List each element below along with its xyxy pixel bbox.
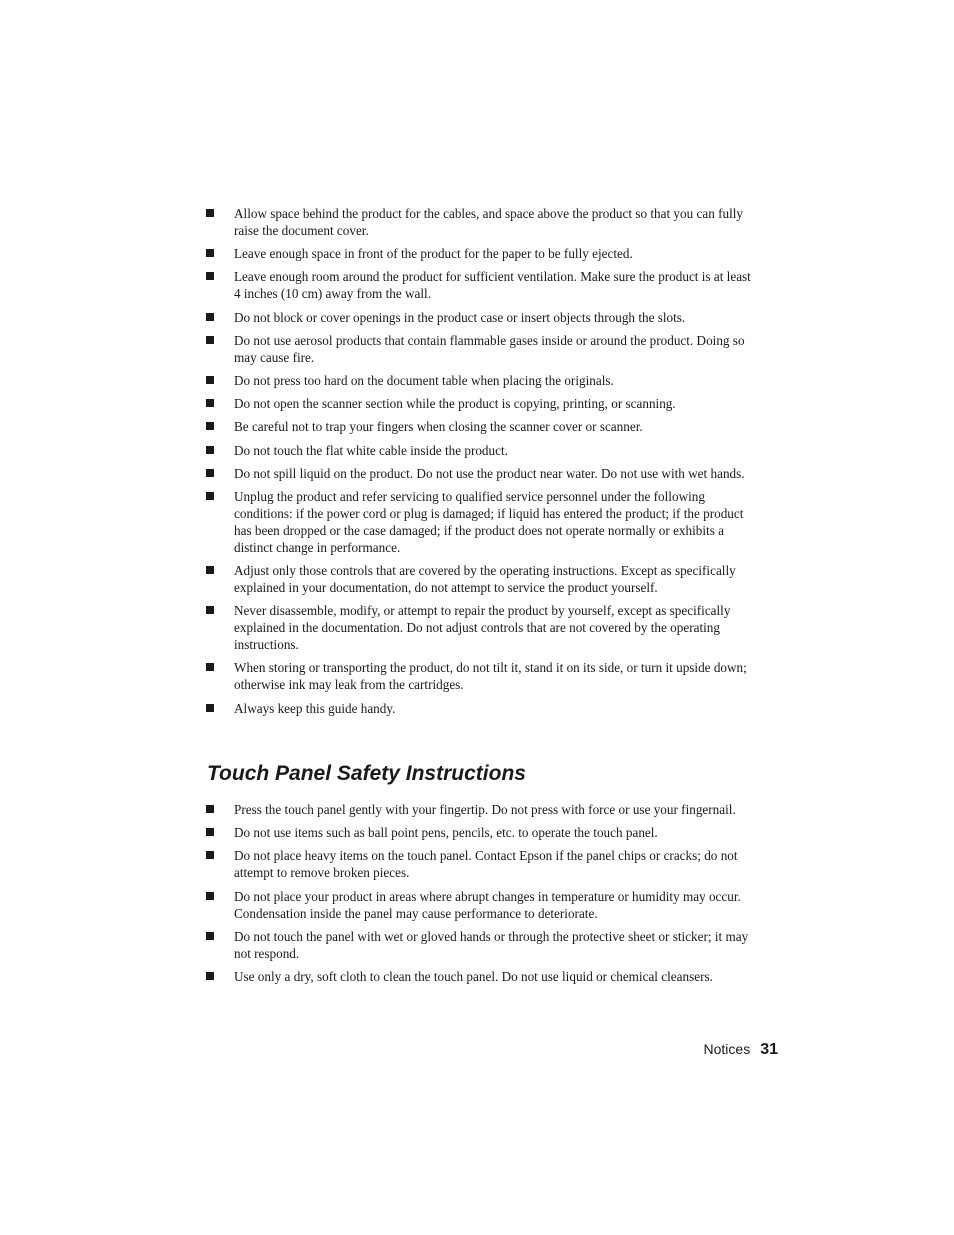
list-item-text: Do not open the scanner section while the product is copying, printing, or scanning. [234,396,676,412]
list-item-text: Do not press too hard on the document table when placing the originals. [234,372,614,388]
footer-section-name: Notices [703,1041,751,1057]
list-item-text: Do not use aerosol products that contain flammable gases inside or around the product. Doing so may cause fire. [234,332,745,365]
list-item [205,602,755,653]
bullet-square-icon [206,972,214,980]
list-item [205,268,755,302]
list-item [205,332,755,366]
list-item-text: Be careful not to trap your fingers when closing the scanner cover or scanner. [234,419,643,435]
bullet-square-icon [206,469,214,477]
bullet-square-icon [206,851,214,859]
bullet-square-icon [206,606,214,614]
list-item-text: Do not touch the panel with wet or gloved hands or through the protective sheet or sticker; it may not respond. [234,928,749,961]
list-item-text: Do not spill liquid on the product. Do not use the product near water. Do not use with wet hands. [234,465,745,481]
list-item-text: Always keep this guide handy. [234,700,396,716]
page-footer [704,1041,778,1059]
bullet-square-icon [206,805,214,813]
list-item [205,801,755,818]
list-item-text: Adjust only those controls that are covered by the operating instructions. Except as specifically explained in your documentation, do not attempt to service the product yourself. [234,563,736,596]
bullet-square-icon [206,663,214,671]
list-item [205,465,755,482]
list-item [205,442,755,459]
section-heading: Touch Panel Safety Instructions [207,762,526,785]
list-item [205,659,755,693]
touch-panel-list [205,801,755,991]
list-item [205,562,755,596]
list-item [205,847,755,881]
list-item [205,245,755,262]
list-item-text: Allow space behind the product for the cables, and space above the product so that you can fully raise the document cover. [234,206,744,238]
bullet-square-icon [206,249,214,257]
list-item-text: When storing or transporting the product, do not tilt it, stand it on its side, or turn it upside down; otherwise ink may leak from the cartridges. [234,660,747,693]
list-item-text: Press the touch panel gently with your fingertip. Do not press with force or use your fingernail. [234,802,736,817]
list-item-text: Never disassemble, modify, or attempt to repair the product by yourself, except as specifically explained in the documentation. Do not adjust controls that are not covered by the operating instructions. [234,603,731,653]
safety-list [205,205,755,723]
page-number: 31 [760,1041,778,1058]
list-item-text: Do not block or cover openings in the product case or insert objects through the slots. [234,309,686,325]
bullet-square-icon [206,446,214,454]
bullet-square-icon [206,932,214,940]
bullet-square-icon [206,828,214,836]
bullet-square-icon [206,376,214,384]
list-item-text: Leave enough space in front of the product for the paper to be fully ejected. [234,246,633,262]
list-item [205,888,755,922]
list-item [205,418,755,435]
list-item-text: Do not place your product in areas where abrupt changes in temperature or humidity may occur. Condensation inside the panel may cause performance to deteriorate. [234,888,741,921]
list-item [205,824,755,841]
list-item-text: Use only a dry, soft cloth to clean the touch panel. Do not use liquid or chemical cleansers. [234,968,713,984]
bullet-square-icon [206,422,214,430]
bullet-square-icon [206,399,214,407]
bullet-square-icon [206,313,214,321]
bullet-square-icon [206,566,214,574]
bullet-square-icon [206,704,214,712]
list-item [205,700,755,717]
list-item [205,395,755,412]
list-item [205,488,755,556]
bullet-square-icon [206,272,214,280]
list-item-text: Do not place heavy items on the touch panel. Contact Epson if the panel chips or cracks; do not attempt to remove broken pieces. [234,848,738,881]
bullet-square-icon [206,336,214,344]
list-item-text: Leave enough room around the product for sufficient ventilation. Make sure the product is at least 4 inches (10 cm) away from the wall. [234,269,751,302]
list-item [205,372,755,389]
bullet-square-icon [206,892,214,900]
list-item-text: Unplug the product and refer servicing to qualified service personnel under the following conditions: if the power cord or plug is damaged; if liquid has entered the product; if the product has been dropped or the case damaged; if the product does not operate normally or exhibits a distinct change in performance. [234,488,744,555]
list-item [205,309,755,326]
list-item [205,205,755,239]
list-item-text: Do not use items such as ball point pens, pencils, etc. to operate the touch panel. [234,825,658,841]
bullet-square-icon [206,209,214,217]
list-item [205,928,755,962]
bullet-square-icon [206,492,214,500]
list-item-text: Do not touch the flat white cable inside the product. [234,442,508,458]
list-item [205,968,755,985]
